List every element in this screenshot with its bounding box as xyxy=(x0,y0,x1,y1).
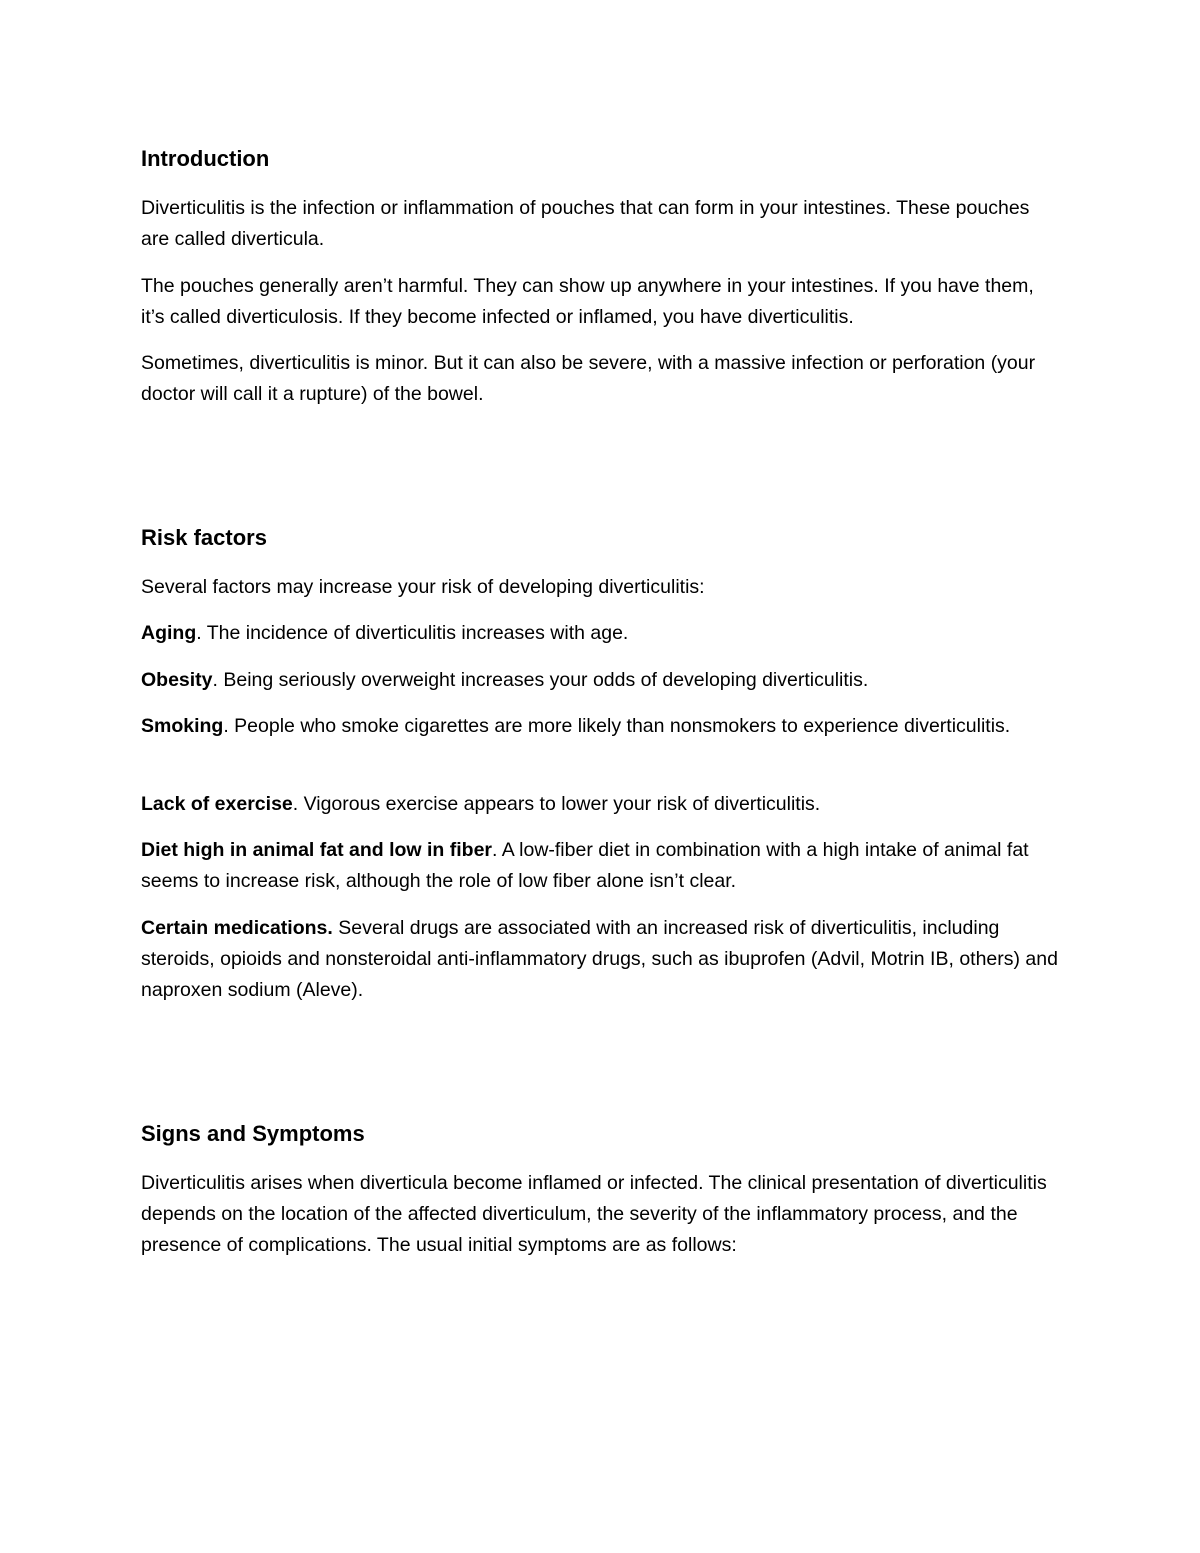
intro-paragraph-2: The pouches generally aren’t harmful. They can show up anywhere in your intestines. If you have them, it’s called diverticulosis. If they become infected or inflamed, you have diverticulitis. xyxy=(141,275,1034,328)
risk-factor-text: . People who smoke cigarettes are more likely than nonsmokers to experience diverticulitis. xyxy=(223,715,1011,737)
risk-factor-diet xyxy=(141,835,1061,897)
risk-factor-text: . Being seriously overweight increases your odds of developing diverticulitis. xyxy=(212,669,869,691)
risk-factor-term: Diet high in animal fat and low in fiber xyxy=(141,839,493,861)
risk-factor-text: . Vigorous exercise appears to lower your risk of diverticulitis. xyxy=(292,793,821,815)
risk-factor-aging xyxy=(141,618,1061,649)
heading-risk-factors: Risk factors xyxy=(141,525,267,550)
risk-factor-smoking xyxy=(141,711,1061,742)
risk-factor-obesity xyxy=(141,665,1061,696)
intro-paragraph-1: Diverticulitis is the infection or inflammation of pouches that can form in your intestines. These pouches are called diverticula. xyxy=(141,197,1030,250)
risk-factor-text: . The incidence of diverticulitis increases with age. xyxy=(196,622,629,644)
risk-factor-term: Smoking xyxy=(141,715,224,737)
risk-factors-intro: Several factors may increase your risk of developing diverticulitis: xyxy=(141,576,705,598)
risk-factor-text: . A low-fiber diet in combination with a high intake of animal fat seems to increase risk, although the role of low fiber alone isn’t clear. xyxy=(141,839,1029,892)
risk-factor-term: Lack of exercise xyxy=(141,793,293,815)
risk-factor-medications xyxy=(141,913,1061,1006)
heading-introduction: Introduction xyxy=(141,146,270,171)
risk-factor-term: Obesity xyxy=(141,669,213,691)
risk-factor-term: Aging xyxy=(141,622,197,644)
risk-factor-term: Certain medications. xyxy=(141,917,333,939)
risk-factor-text: Several drugs are associated with an increased risk of diverticulitis, including steroids, opioids and nonsteroidal anti-inflammatory drugs, such as ibuprofen (Advil, Motrin IB, others) and naproxen sodium (Aleve). xyxy=(141,917,1058,1001)
intro-paragraph-3: Sometimes, diverticulitis is minor. But it can also be severe, with a massive infection or perforation (your doctor will call it a rupture) of the bowel. xyxy=(141,352,1036,405)
signs-symptoms-paragraph: Diverticulitis arises when diverticula become inflamed or infected. The clinical presentation of diverticulitis depends on the location of the affected diverticulum, the severity of the inflammatory process, and the presence of complications. The usual initial symptoms are as follows: xyxy=(141,1172,1047,1256)
risk-factor-lack-of-exercise xyxy=(141,789,1061,820)
heading-signs-symptoms: Signs and Symptoms xyxy=(141,1121,365,1146)
